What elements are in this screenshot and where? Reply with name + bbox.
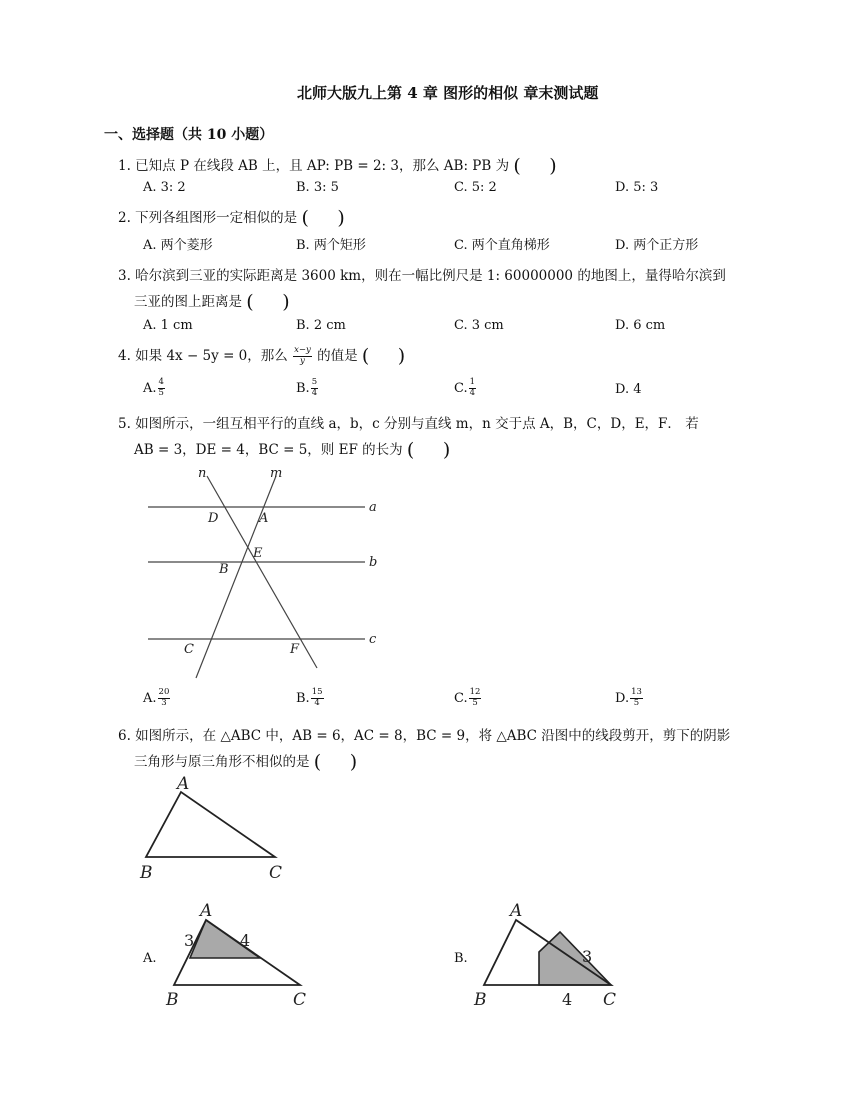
triangle-abc-figure (130, 772, 300, 887)
label-F: F (290, 642, 300, 657)
label-C: C (293, 990, 307, 1010)
label-A: A (510, 901, 523, 921)
q6-option-b-letter: B. (454, 951, 468, 966)
label-E: E (253, 546, 263, 561)
question-3-line-2: 三亚的图上距离是 ( ) (134, 291, 290, 313)
side-label-4: 4 (240, 931, 251, 950)
question-2-text: 2. 下列各组图形一定相似的是 (118, 210, 298, 226)
q6-option-a-letter: A. (143, 951, 157, 966)
label-B: B (140, 863, 153, 883)
q4-option-d: D. 4 (615, 382, 642, 397)
q2-option-c: C. 两个直角梯形 (454, 238, 550, 253)
question-2 (118, 206, 345, 228)
question-5-line-1: 5. 如图所示，一组互相平行的直线 a，b，c 分别与直线 m，n 交于点 A，B，C，D，E，F． 若 (118, 416, 699, 432)
label-a: a (369, 500, 377, 515)
side-label-4: 4 (562, 990, 573, 1009)
label-b: b (369, 555, 378, 570)
label-m: m (270, 466, 283, 481)
q1-option-b: B. 3: 5 (296, 180, 339, 195)
q6-option-b-figure (470, 892, 630, 1012)
answer-blank: ( ) (406, 439, 451, 461)
answer-blank: ( ) (246, 291, 290, 313)
q2-option-b: B. 两个矩形 (296, 238, 366, 253)
side-label-3: 3 (582, 947, 593, 966)
answer-blank: ( ) (361, 345, 406, 367)
side-label-3: 3 (184, 931, 195, 950)
triangle-abc (146, 792, 275, 857)
label-A: A (177, 774, 190, 794)
answer-blank: ( ) (513, 155, 557, 177)
question-4: 4. 如果 4x − 5y = 0，那么 $\frac{x-y}{y}$ 的值是 ( ) (118, 345, 406, 367)
question-1 (118, 154, 557, 176)
label-D: D (208, 511, 219, 526)
q1-option-c: C. 5: 2 (454, 180, 497, 195)
answer-blank: ( ) (301, 207, 345, 229)
parallel-lines-figure (140, 462, 390, 682)
q5-option-c: C. $\frac{12}{5}$ (454, 687, 481, 708)
question-6-line-2: 三角形与原三角形不相似的是 ( ) (134, 751, 358, 773)
q3-option-d: D. 6 cm (615, 318, 666, 333)
label-B: B (219, 562, 229, 577)
q5-option-a: A. $\frac{20}{3}$ (143, 687, 170, 708)
q3-option-a: A. 1 cm (143, 318, 193, 333)
page-title: 北师大版九上第 4 章 图形的相似 章末测试题 (297, 84, 599, 102)
section-heading: 一、选择题（共 10 小题） (104, 127, 274, 143)
q1-option-d: D. 5: 3 (615, 180, 659, 195)
line-m (196, 476, 276, 678)
label-B: B (166, 990, 179, 1010)
q5-option-d: D. $\frac{13}{5}$ (615, 687, 642, 708)
label-n: n (198, 466, 207, 481)
q6-option-a-figure (160, 892, 320, 1012)
q4-option-a: A. $\frac{4}{5}$ (143, 377, 164, 398)
label-C: C (269, 863, 283, 883)
q3-option-c: C. 3 cm (454, 318, 504, 333)
label-C: C (184, 642, 194, 657)
question-1-text: 1. 已知点 P 在线段 AB 上，且 AP: PB = 2: 3，那么 AB: PB 为 (118, 158, 510, 174)
q5-option-b: B. $\frac{15}{4}$ (296, 687, 323, 708)
label-B: B (474, 990, 487, 1010)
q2-option-d: D. 两个正方形 (615, 238, 699, 253)
answer-blank: ( ) (313, 751, 358, 773)
fraction: $\frac{x-y}{y}$ (294, 345, 311, 366)
question-6-line-1: 6. 如图所示，在 △ABC 中，AB = 6，AC = 8，BC = 9，将 △ABC 沿图中的线段剪开，剪下的阴影 (118, 728, 731, 744)
question-3-line-1: 3. 哈尔滨到三亚的实际距离是 3600 km，则在一幅比例尺是 1: 60000000 的地图上，量得哈尔滨到 (118, 268, 726, 284)
label-c: c (369, 632, 377, 647)
label-A: A (259, 511, 269, 526)
q1-option-a: A. 3: 2 (143, 180, 186, 195)
q2-option-a: A. 两个菱形 (143, 238, 213, 253)
q4-option-c: C. $\frac{1}{4}$ (454, 377, 476, 398)
label-A: A (200, 901, 213, 921)
label-C: C (603, 990, 617, 1010)
q3-option-b: B. 2 cm (296, 318, 346, 333)
q4-option-b: B. $\frac{5}{4}$ (296, 377, 318, 398)
question-5-line-2: AB = 3，DE = 4，BC = 5，则 EF 的长为 ( ) (134, 439, 451, 461)
